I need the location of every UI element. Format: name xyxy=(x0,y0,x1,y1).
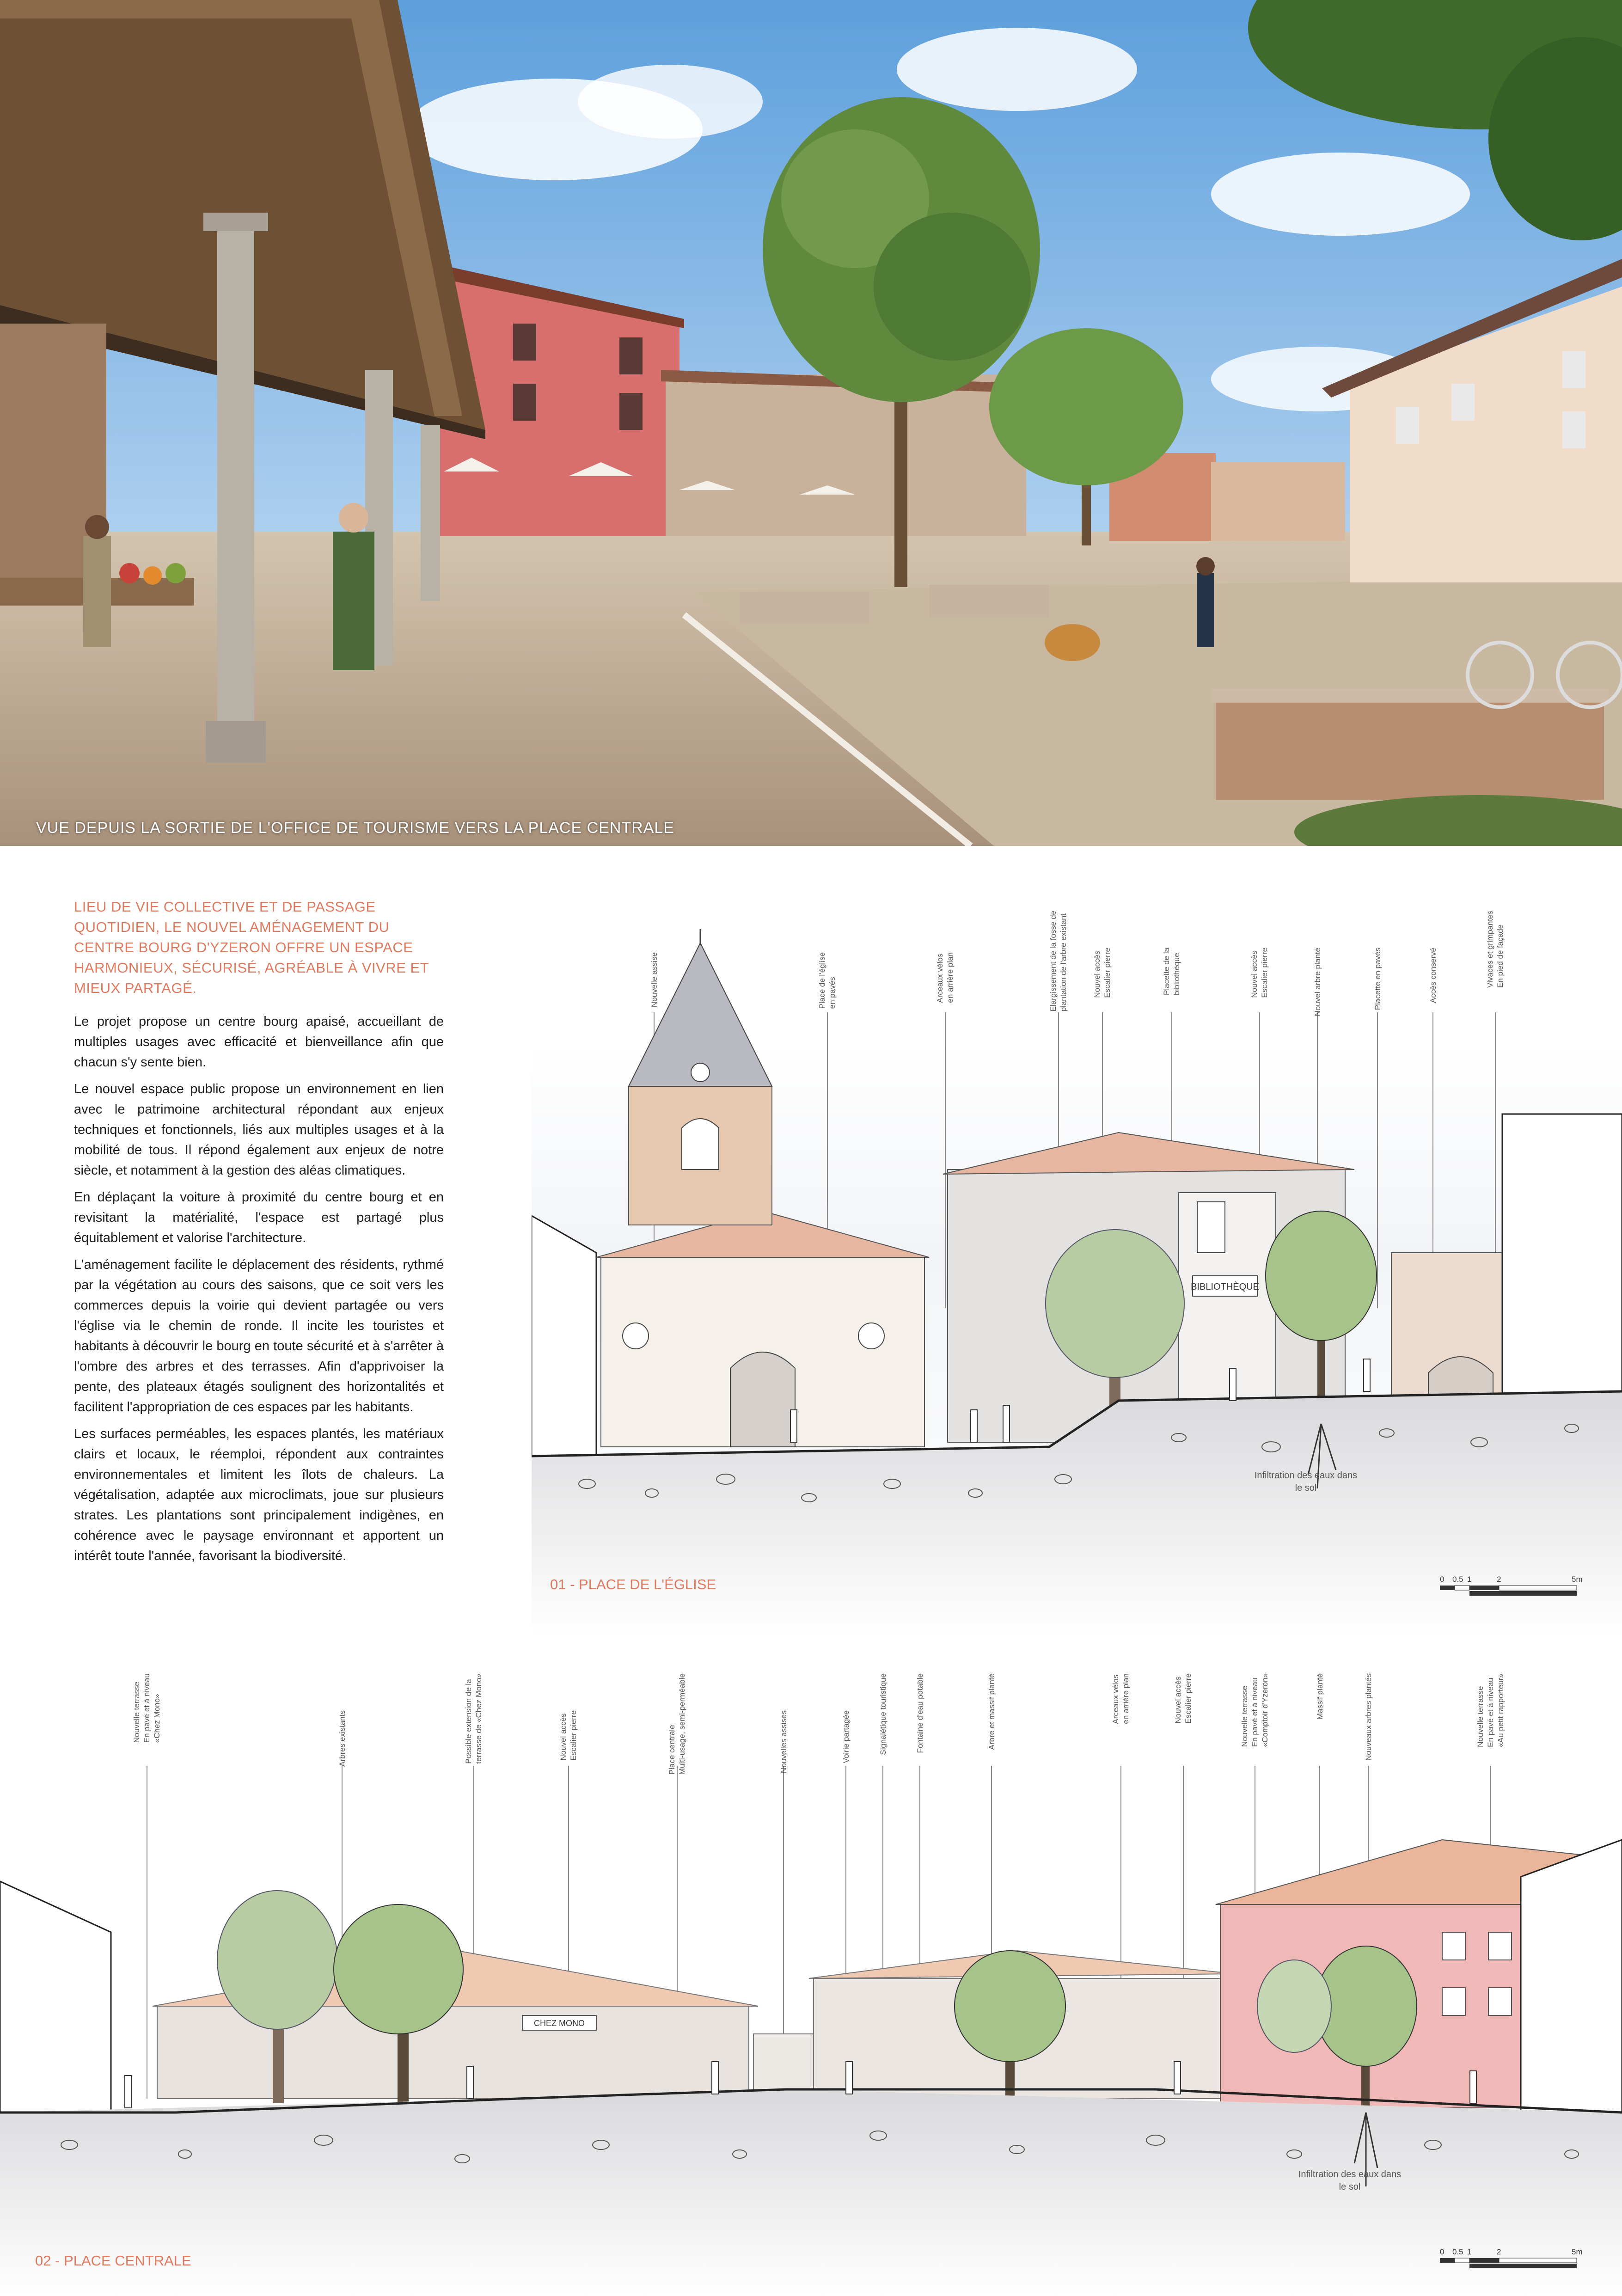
centrale-label-10: Arbre et massif planté xyxy=(987,1673,996,1750)
centrale-label-9: Fontaine d'eau potable xyxy=(916,1673,924,1753)
centrale-label-8: Signalétique touristique xyxy=(879,1673,888,1755)
section-eglise-drawing xyxy=(532,892,1622,1636)
eglise-scale-label-5m: 5m xyxy=(1572,1575,1583,1584)
eglise-label-8: Nouvel arbre planté xyxy=(1313,948,1322,1016)
centrale-scale-label-5m: 5m xyxy=(1572,2247,1583,2256)
intro-paragraph-1: Le projet propose un centre bourg apaisé, accueillant de multiples usages avec efficacité et bienveillance afin que chacun s'y sente bien. xyxy=(74,1014,444,1070)
intro-paragraph-3: En déplaçant la voiture à proximité du centre bourg et en revisitant la matérialité, l'espace est partagé plus équitablement et valorise l'architecture. xyxy=(74,1190,444,1245)
centrale-label-6: Nouvelles assises xyxy=(779,1710,788,1774)
centrale-label-13: Nouvelle terrasse En pavé et à niveau «Comptoir d'Yzeron» xyxy=(1240,1673,1269,1747)
centrale-label-12: Nouvel accès Escalier pierre xyxy=(1174,1673,1193,1724)
eglise-infiltration-line-1: Infiltration des eaux dans xyxy=(1254,1470,1358,1481)
centrale-scale-label-1: 1 xyxy=(1467,2247,1472,2256)
eglise-label-9: Placette en pavés xyxy=(1373,948,1382,1010)
intro-paragraph-2: Le nouvel espace public propose un environnement en lien avec le patrimoine architectural répondant aux enjeux techniques et fonctionnels, liés aux multiples usages et à la mobilité de tous. Il répond également aux enjeux de notre siècle, et notamment à la gestion des aléas climatiques. xyxy=(74,1082,444,1178)
intro-paragraph-5: Les surfaces perméables, les espaces plantés, les matériaux clairs et locaux, le réemploi, répondent aux contraintes environnementales et limitent les îlots de chaleurs. La végétalisation, adaptée aux microclimats, joue sur plusieurs strates. Les plantations sont principalement indigènes, en cohérence avec le paysage environnant et apportent un intérêt toute l'année, favorisant la biodiversité. xyxy=(74,1427,444,1563)
eglise-label-4: Elargissement de la fosse de plantation de l'arbre existant xyxy=(1049,911,1068,1012)
centrale-label-1: Nouvelle terrasse En pavé et à niveau «Chez Mono» xyxy=(132,1673,161,1743)
section-place-eglise xyxy=(532,892,1622,1636)
section-eglise-title: 01 - PLACE DE L'ÉGLISE xyxy=(550,1576,716,1592)
hero-caption: VUE DEPUIS LA SORTIE DE L'OFFICE DE TOURISME VERS LA PLACE CENTRALE xyxy=(36,819,674,837)
centrale-scale-label-0: 0 xyxy=(1440,2247,1444,2256)
centrale-scale-label-2: 2 xyxy=(1497,2247,1501,2256)
centrale-label-5: Place centrale Multi-usage, semi-perméable xyxy=(667,1673,686,1775)
eglise-scale-label-2: 2 xyxy=(1497,1575,1501,1584)
library-sign: BIBLIOTHÈQUE xyxy=(1191,1282,1259,1292)
eglise-label-3: Arceaux vélos en arrière plan xyxy=(936,952,955,1003)
eglise-scale-label-0: 0 xyxy=(1440,1575,1444,1584)
centrale-label-4: Nouvel accès Escalier pierre xyxy=(559,1710,578,1761)
eglise-label-11: Vivaces et grimpantes En pied de façade xyxy=(1486,911,1505,988)
centrale-label-3: Possible extension de la terrasse de «Chez Mono» xyxy=(464,1673,483,1764)
eglise-label-2: Place de l'église en pavés xyxy=(818,952,837,1009)
centrale-label-11: Arceaux vélos en arrière plan xyxy=(1111,1673,1130,1724)
centrale-infiltration-line-1: Infiltration des eaux dans xyxy=(1298,2169,1402,2180)
eglise-label-5: Nouvel accès Escalier pierre xyxy=(1093,948,1112,998)
eglise-label-7: Nouvel accès Escalier pierre xyxy=(1250,948,1269,998)
centrale-label-14: Massif planté xyxy=(1316,1673,1324,1720)
section-centrale-drawing xyxy=(0,1655,1622,2296)
eglise-label-1: Nouvelle assise xyxy=(650,952,659,1008)
intro-paragraph-4: L'aménagement facilite le déplacement des résidents, rythmé par la végétation au cours des saisons, que ce soit vers les commerces depuis la voirie qui devient partagée ou vers l'église via le chemin de ronde. Il incite les touristes et habitants à découvrir le bourg en toute sécurité et à s'arrêter à l'ombre des arbres et des terrasses. Afin d'apprivoiser la pente, des plateaux étagés soulignent des horizontalités et facilitent l'appropriation de ces espaces par les habitants. xyxy=(74,1257,444,1414)
intro-heading: LIEU DE VIE COLLECTIVE ET DE PASSAGE QUOTIDIEN, LE NOUVEL AMÉNAGEMENT DU CENTRE BOURG D'YZERON OFFRE UN ESPACE HARMONIEUX, SÉCURISÉ, AGRÉABLE À VIVRE ET MIEUX PARTAGÉ. xyxy=(74,899,429,996)
intro-text-block xyxy=(74,897,444,1573)
centrale-label-7: Voirie partagée xyxy=(842,1710,851,1763)
centrale-scale-label-05: 0.5 xyxy=(1452,2247,1463,2256)
centrale-label-15: Nouveaux arbres plantés xyxy=(1364,1673,1373,1761)
section-centrale-title: 02 - PLACE CENTRALE xyxy=(35,2253,191,2269)
eglise-label-10: Accès conservé xyxy=(1429,948,1438,1003)
eglise-infiltration-line-2: le sol xyxy=(1295,1483,1317,1493)
centrale-label-16: Nouvelle terrasse En pavé et à niveau «Au petit rapporteur» xyxy=(1476,1673,1505,1747)
section-place-centrale xyxy=(0,1655,1622,2296)
chez-mono-sign: CHEZ MONO xyxy=(534,2019,585,2028)
eglise-scale-label-05: 0.5 xyxy=(1452,1575,1463,1584)
hero-illustration xyxy=(0,0,1622,846)
hero-render xyxy=(0,0,1622,846)
centrale-label-2: Arbres existants xyxy=(338,1710,347,1767)
eglise-label-6: Placette de la bibliothèque xyxy=(1162,948,1181,996)
eglise-scale-label-1: 1 xyxy=(1467,1575,1472,1584)
centrale-infiltration-line-2: le sol xyxy=(1339,2182,1361,2192)
